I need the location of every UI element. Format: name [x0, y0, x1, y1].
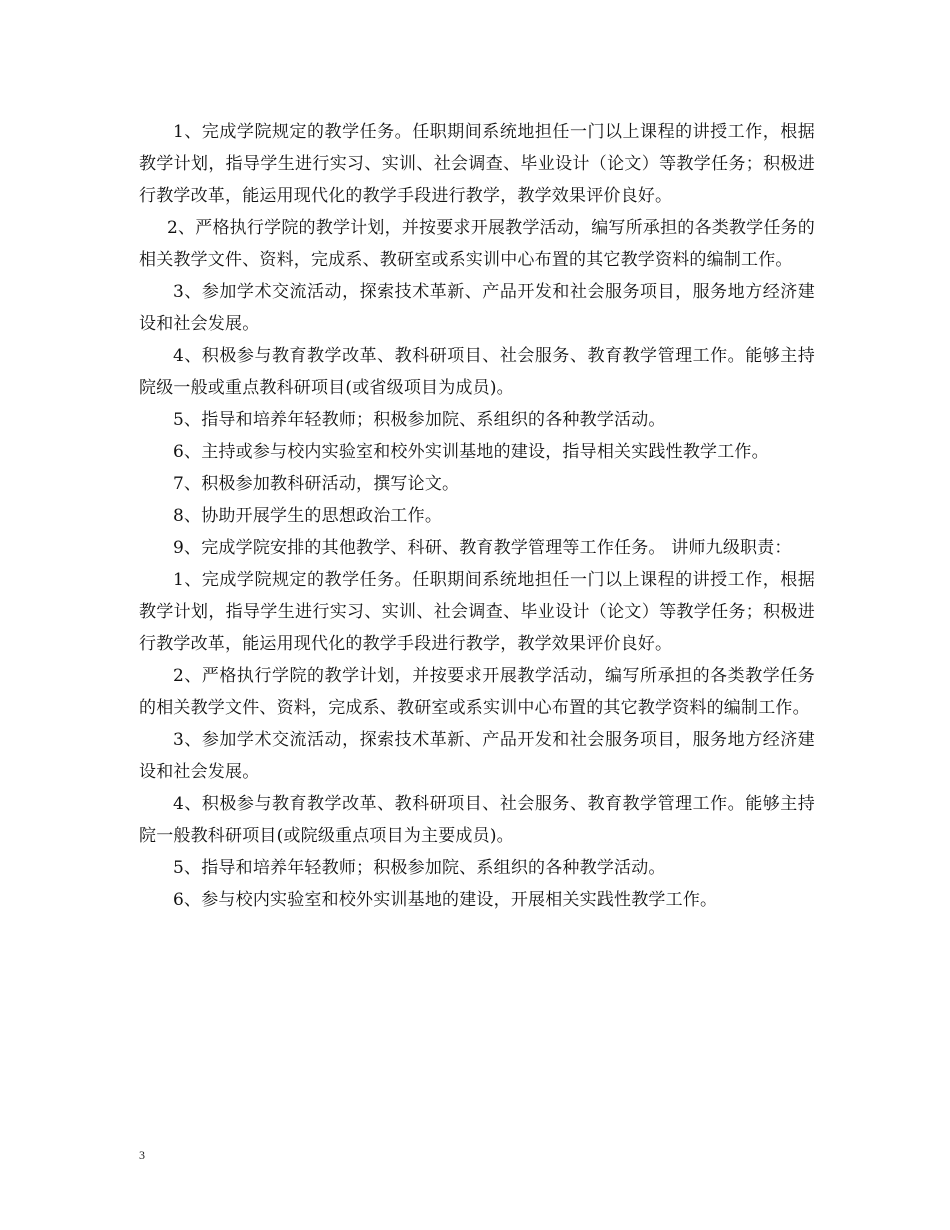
paragraph-5: 5、指导和培养年轻教师；积极参加院、系组织的各种教学活动。	[173, 410, 666, 430]
paragraph-1: 1、完成学院规定的教学任务。任职期间系统地担任一门以上课程的讲授工作，根据教学计划，指导学生进行实习、实训、社会调查、毕业设计（论文）等教学任务；积极进行教学改革，能运用现代化的教学手段进行教学，教学效果评价良好。	[139, 122, 815, 206]
paragraph-12: 3、参加学术交流活动，探索技术革新、产品开发和社会服务项目，服务地方经济建设和社会发展。	[139, 730, 815, 782]
paragraph-8: 8、协助开展学生的思想政治工作。	[173, 506, 443, 526]
paragraph-7: 7、积极参加教科研活动，撰写论文。	[173, 474, 460, 494]
page-number: 3	[139, 1148, 145, 1162]
paragraph-2: 2、严格执行学院的教学计划，并按要求开展教学活动，编写所承担的各类教学任务的相关教学文件、资料，完成系、教研室或系实训中心布置的其它教学资料的编制工作。	[139, 218, 815, 270]
document-body	[139, 116, 815, 916]
paragraph-4: 4、积极参与教育教学改革、教科研项目、社会服务、教育教学管理工作。能够主持院级一般或重点教科研项目(或省级项目为成员)。	[139, 346, 815, 398]
paragraph-14: 5、指导和培养年轻教师；积极参加院、系组织的各种教学活动。	[173, 858, 666, 878]
paragraph-10: 1、完成学院规定的教学任务。任职期间系统地担任一门以上课程的讲授工作，根据教学计划，指导学生进行实习、实训、社会调查、毕业设计（论文）等教学任务；积极进行教学改革，能运用现代化的教学手段进行教学，教学效果评价良好。	[139, 570, 815, 654]
paragraph-9: 9、完成学院安排的其他教学、科研、教育教学管理等工作任务。 讲师九级职责：	[173, 538, 792, 558]
paragraph-11: 2、严格执行学院的教学计划，并按要求开展教学活动，编写所承担的各类教学任务的相关教学文件、资料，完成系、教研室或系实训中心布置的其它教学资料的编制工作。	[139, 666, 815, 718]
paragraph-13: 4、积极参与教育教学改革、教科研项目、社会服务、教育教学管理工作。能够主持院一般教科研项目(或院级重点项目为主要成员)。	[139, 794, 815, 846]
paragraph-15: 6、参与校内实验室和校外实训基地的建设，开展相关实践性教学工作。	[173, 890, 718, 910]
paragraph-6: 6、主持或参与校内实验室和校外实训基地的建设，指导相关实践性教学工作。	[173, 442, 769, 462]
paragraph-3: 3、参加学术交流活动，探索技术革新、产品开发和社会服务项目，服务地方经济建设和社会发展。	[139, 282, 815, 334]
